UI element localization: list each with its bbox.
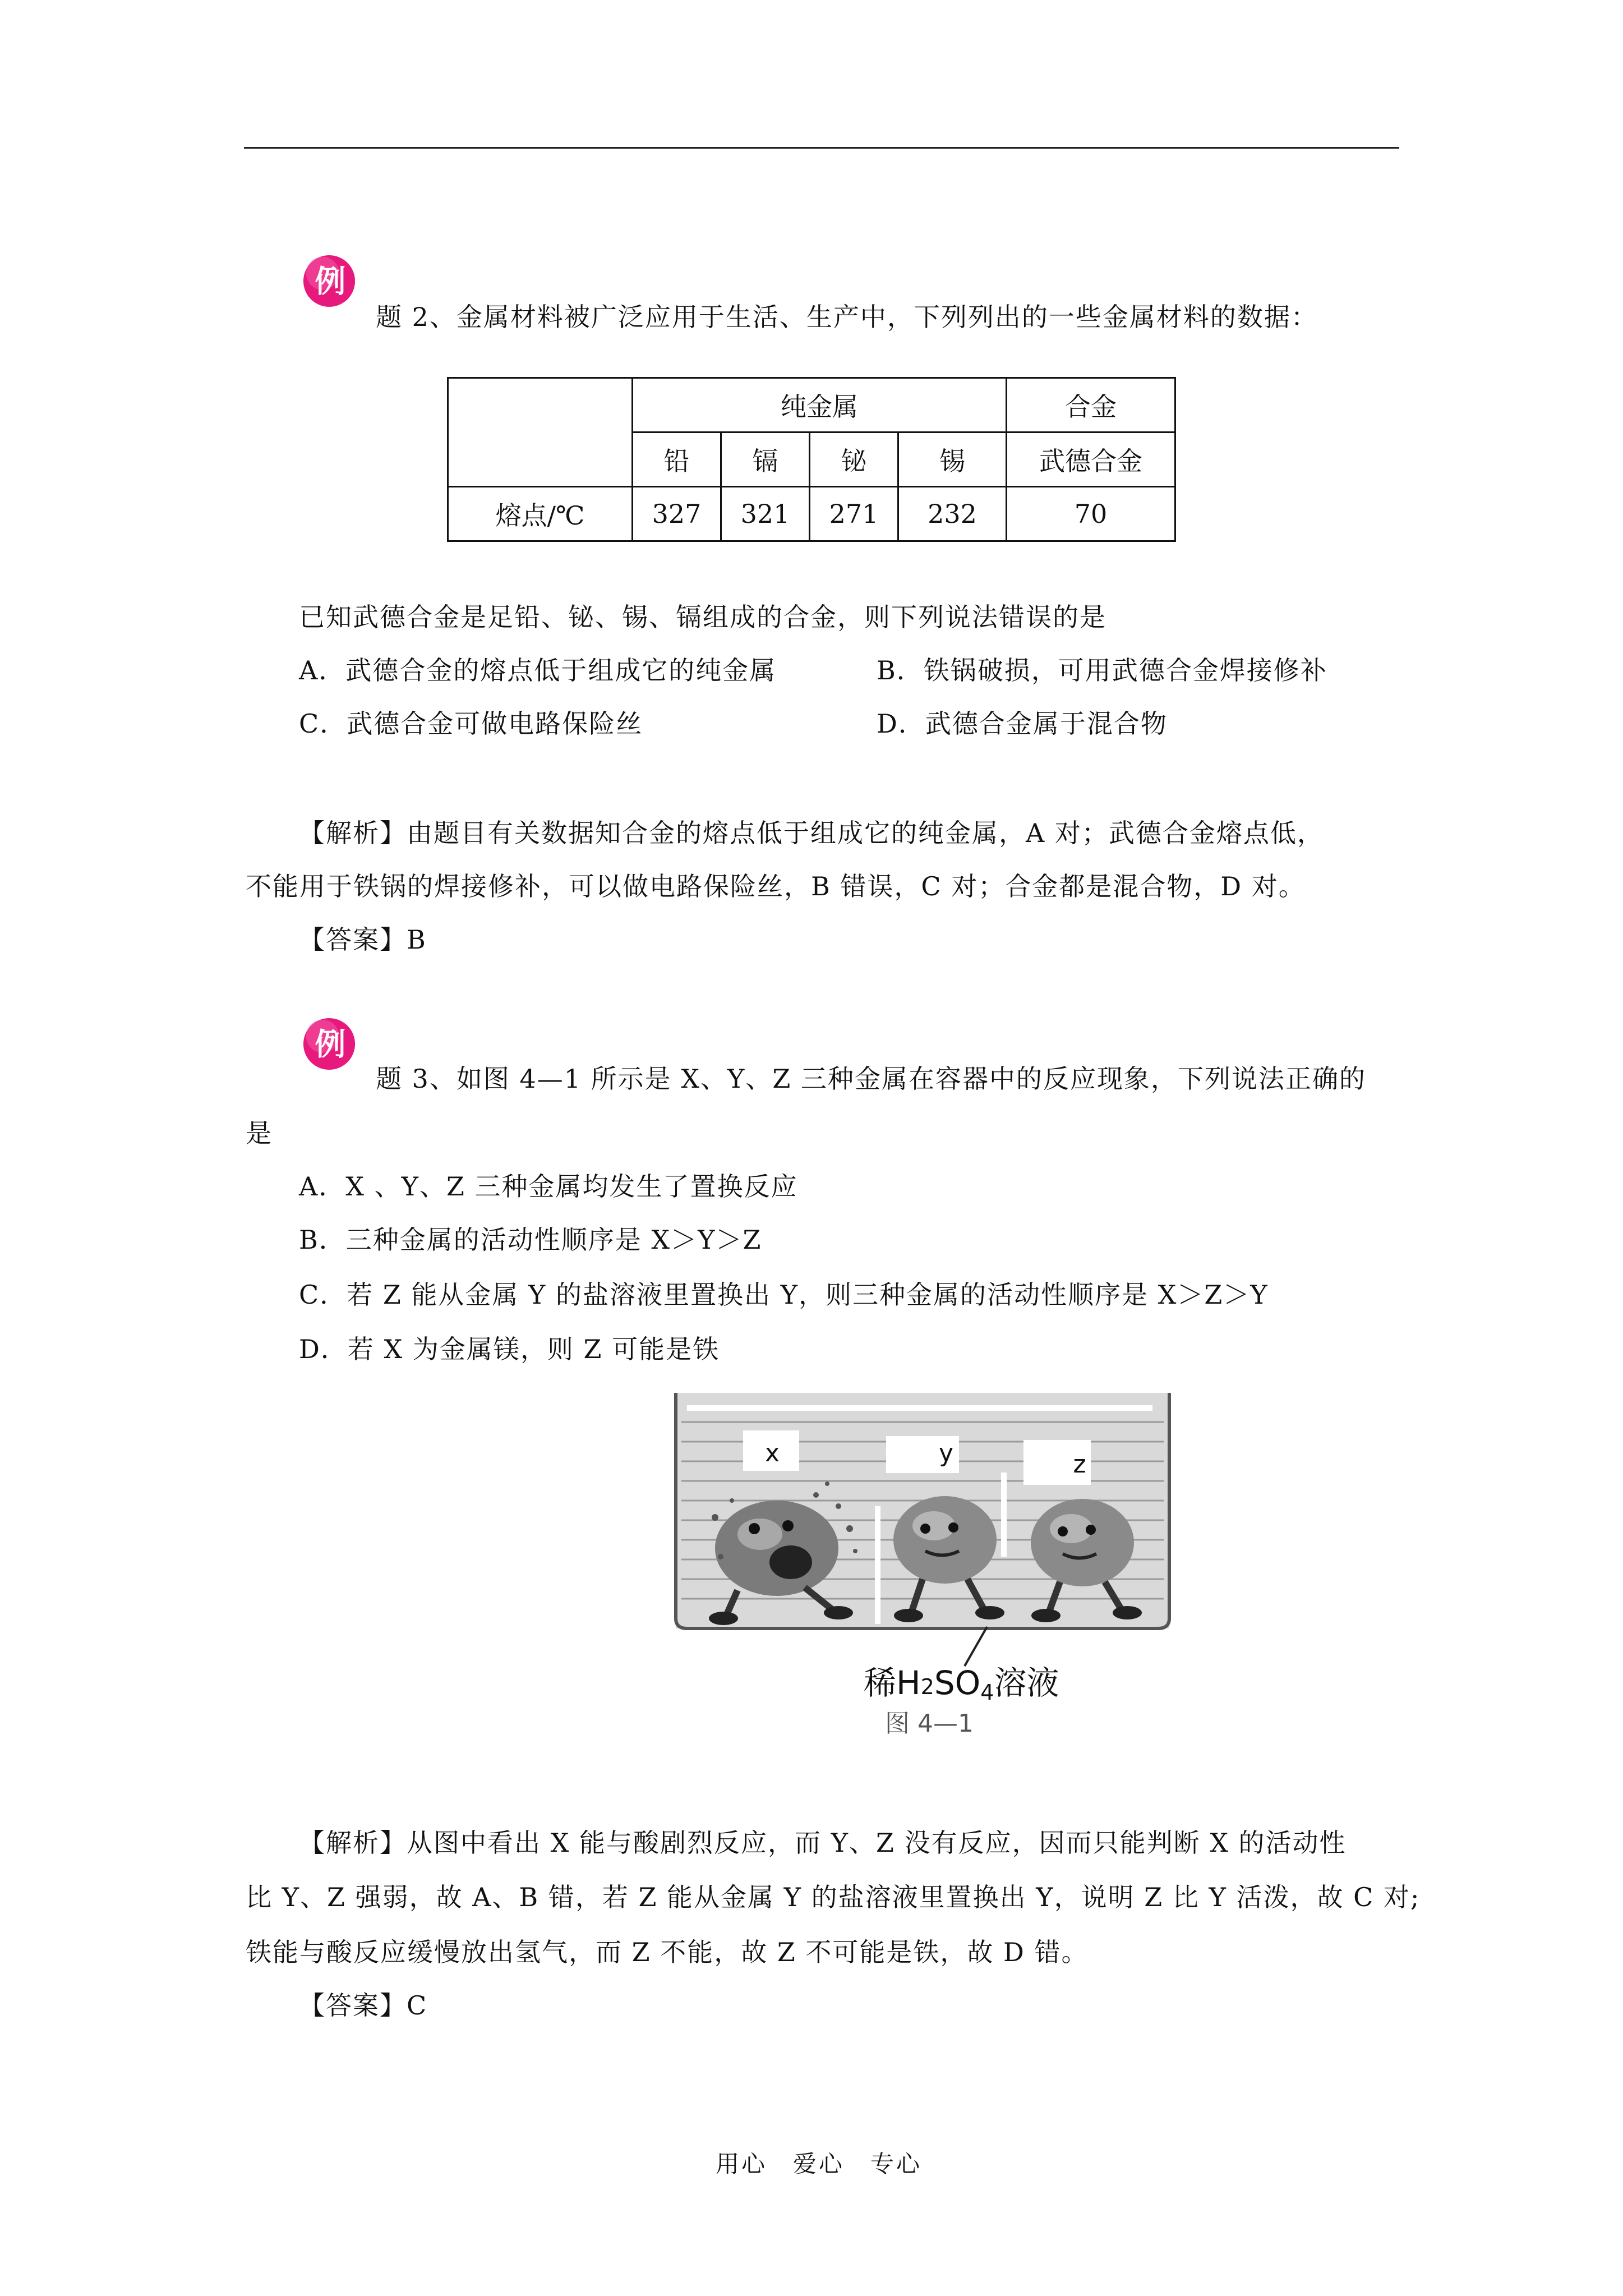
q2-option-a: A．武德合金的熔点低于组成它的纯金属 — [299, 655, 777, 685]
q2-option-d: D．武德合金属于混合物 — [877, 708, 1168, 739]
divider-strip — [1001, 1473, 1007, 1557]
q2-option-b: B．铁锅破损，可用武德合金焊接修补 — [877, 655, 1327, 685]
metal-label-x: x — [764, 1439, 780, 1467]
q3-answer: 【答案】C — [299, 1990, 428, 2021]
table-value-lead: 327 — [633, 487, 721, 541]
solution-label: 稀H2SO4溶液 — [864, 1664, 1059, 1705]
q2-option-c: C．武德合金可做电路保险丝 — [299, 708, 643, 739]
q3-analysis-line1: 【解析】从图中看出 X 能与酸剧烈反应，而 Y、Z 没有反应，因而只能判断 X 的活动性 — [299, 1828, 1347, 1858]
table-metal-lead: 铅 — [633, 432, 721, 487]
table-row-label: 熔点/℃ — [448, 487, 633, 541]
q2-stem: 题 2、金属材料被广泛应用于生活、生产中，下列列出的一些金属材料的数据： — [376, 302, 1318, 332]
q3-option-b: B．三种金属的活动性顺序是 X＞Y＞Z — [299, 1225, 762, 1255]
q3-option-c: C．若 Z 能从金属 Y 的盐溶液里置换出 Y，则三种金属的活动性顺序是 X＞Z＞Y — [299, 1280, 1269, 1310]
table-value-cadmium: 321 — [721, 487, 810, 541]
table-value-alloy: 70 — [1007, 487, 1175, 541]
table-corner-cell — [448, 378, 633, 487]
q2-prompt: 已知武德合金是足铅、铋、锡、镉组成的合金，则下列说法错误的是 — [299, 602, 1106, 632]
q2-answer: 【答案】B — [299, 924, 427, 955]
q3-analysis-line3: 铁能与酸反应缓慢放出氢气，而 Z 不能，故 Z 不可能是铁，故 D 错。 — [246, 1937, 1089, 1967]
q2-analysis-line2: 不能用于铁锅的焊接修补，可以做电路保险丝，B 错误，C 对；合金都是混合物，D 对。 — [246, 871, 1306, 901]
divider-strip — [875, 1506, 880, 1624]
metal-label-y: y — [938, 1439, 954, 1467]
q3-analysis-line2: 比 Y、Z 强弱，故 A、B 错，若 Z 能从金属 Y 的盐溶液里置换出 Y，说明 Z 比 Y 活泼，故 C 对; — [246, 1882, 1421, 1912]
q3-option-a: A．X 、Y、Z 三种金属均发生了置换反应 — [299, 1171, 798, 1202]
example-badge-icon — [302, 1016, 357, 1071]
table-alloy-name: 武德合金 — [1007, 432, 1175, 487]
example-badge-icon — [302, 254, 357, 309]
figure-caption: 图 4—1 — [885, 1709, 974, 1738]
table-metal-tin: 锡 — [898, 432, 1007, 487]
table-metal-cadmium: 镉 — [721, 432, 810, 487]
table-value-bismuth: 271 — [810, 487, 898, 541]
melting-point-table — [447, 377, 1176, 542]
q3-option-d: D．若 X 为金属镁，则 Z 可能是铁 — [299, 1334, 720, 1364]
q3-stem-line1: 题 3、如图 4—1 所示是 X、Y、Z 三种金属在容器中的反应现象，下列说法正确的 — [376, 1064, 1366, 1094]
q3-stem-line2: 是 — [246, 1118, 273, 1148]
table-metal-bismuth: 铋 — [810, 432, 898, 487]
table-value-tin: 232 — [898, 487, 1007, 541]
table-header-pure-metal: 纯金属 — [633, 378, 1007, 432]
badge-char: 例 — [315, 263, 346, 300]
q2-analysis-line1: 【解析】由题目有关数据知合金的熔点低于组成它的纯金属，A 对；武德合金熔点低， — [299, 818, 1324, 848]
page-footer: 用心 爱心 专心 — [716, 2150, 923, 2178]
solution-pointer-line — [965, 1627, 987, 1666]
table-header-alloy: 合金 — [1007, 378, 1175, 432]
header-rule — [244, 147, 1399, 149]
badge-char: 例 — [315, 1026, 346, 1062]
figure-beaker-illustration — [670, 1388, 1175, 1742]
metal-label-z: z — [1073, 1450, 1086, 1479]
